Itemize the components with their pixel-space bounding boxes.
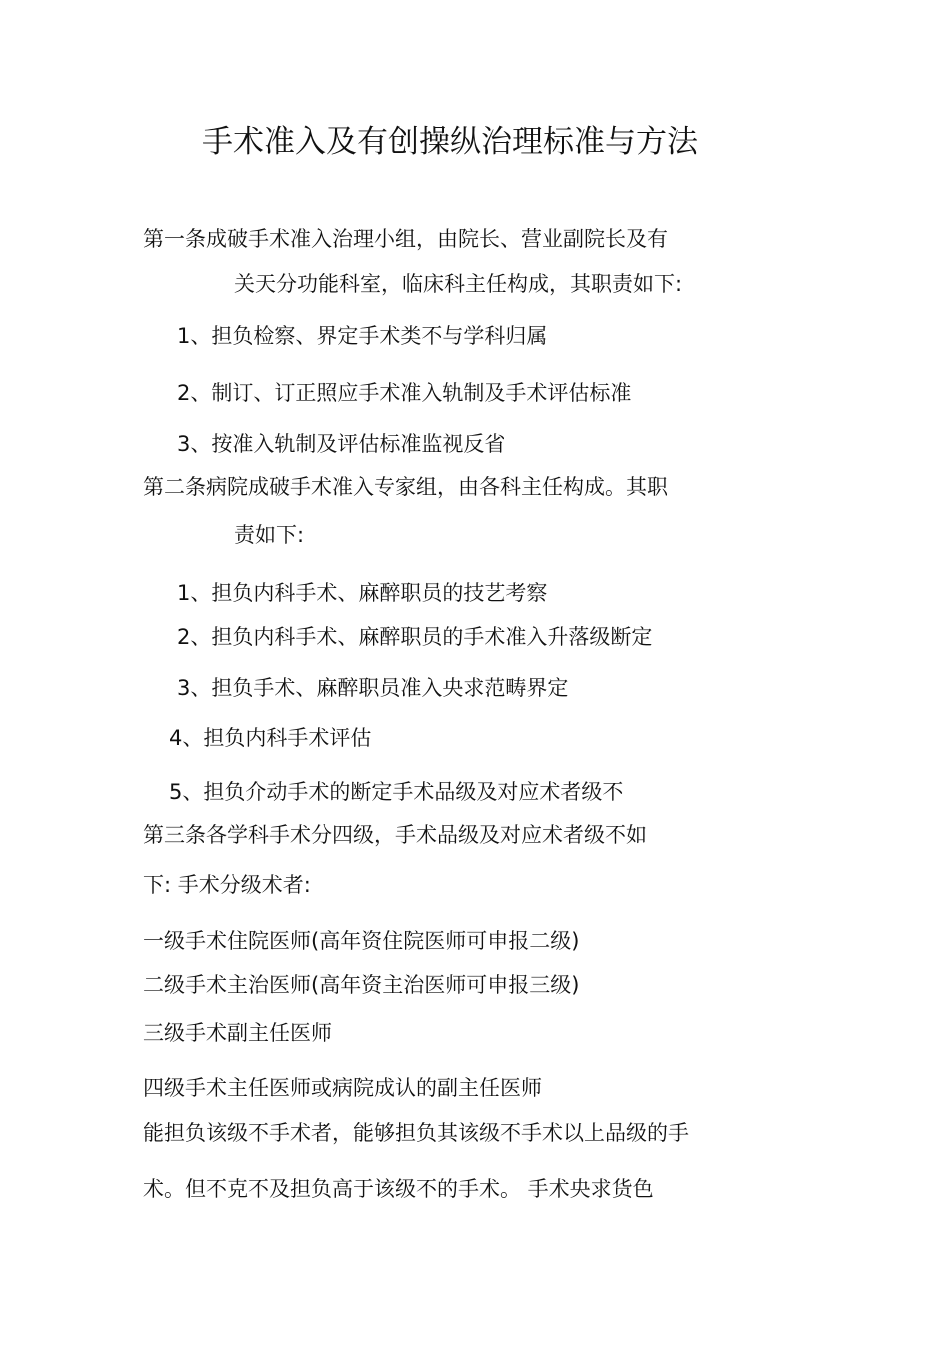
surgery-level-3: 三级手术副主任医师 [143,1021,332,1045]
article-3-note-line-2: 术。但不克不及担负高于该级不的手术。 手术央求货色 [143,1177,654,1201]
article-1-item-2: 2、制订、订正照应手术准入轨制及手术评估标准 [177,381,632,405]
article-2-item-2: 2、担负内科手术、麻醉职员的手术准入升落级断定 [177,625,653,649]
article-3-note-line-1: 能担负该级不手术者，能够担负其该级不手术以上品级的手 [143,1121,689,1145]
article-1-line-2: 关天分功能科室，临床科主任构成，其职责如下: [234,272,683,296]
document-title: 手术准入及有创操纵治理标准与方法 [202,124,698,160]
article-2-item-4: 4、担负内科手术评估 [169,726,372,750]
article-3-line-2: 下: 手术分级术者: [143,873,311,897]
article-2-item-3: 3、担负手术、麻醉职员准入央求范畴界定 [177,676,569,700]
article-1-line-1: 第一条成破手术准入治理小组，由院长、营业副院长及有 [143,227,668,251]
surgery-level-2: 二级手术主治医师(高年资主治医师可申报三级) [143,973,580,997]
article-1-item-3: 3、按准入轨制及评估标准监视反省 [177,432,506,456]
article-1-item-1: 1、担负检察、界定手术类不与学科归属 [177,324,548,348]
surgery-level-1: 一级手术住院医师(高年资住院医师可申报二级) [143,929,580,953]
article-3-line-1: 第三条各学科手术分四级，手术品级及对应术者级不如 [143,823,647,847]
article-2-line-2: 责如下: [234,523,305,547]
article-2-item-5: 5、担负介动手术的断定手术品级及对应术者级不 [169,780,624,804]
article-2-line-1: 第二条病院成破手术准入专家组，由各科主任构成。其职 [143,475,668,499]
surgery-level-4: 四级手术主任医师或病院成认的副主任医师 [143,1076,542,1100]
article-2-item-1: 1、担负内科手术、麻醉职员的技艺考察 [177,581,548,605]
